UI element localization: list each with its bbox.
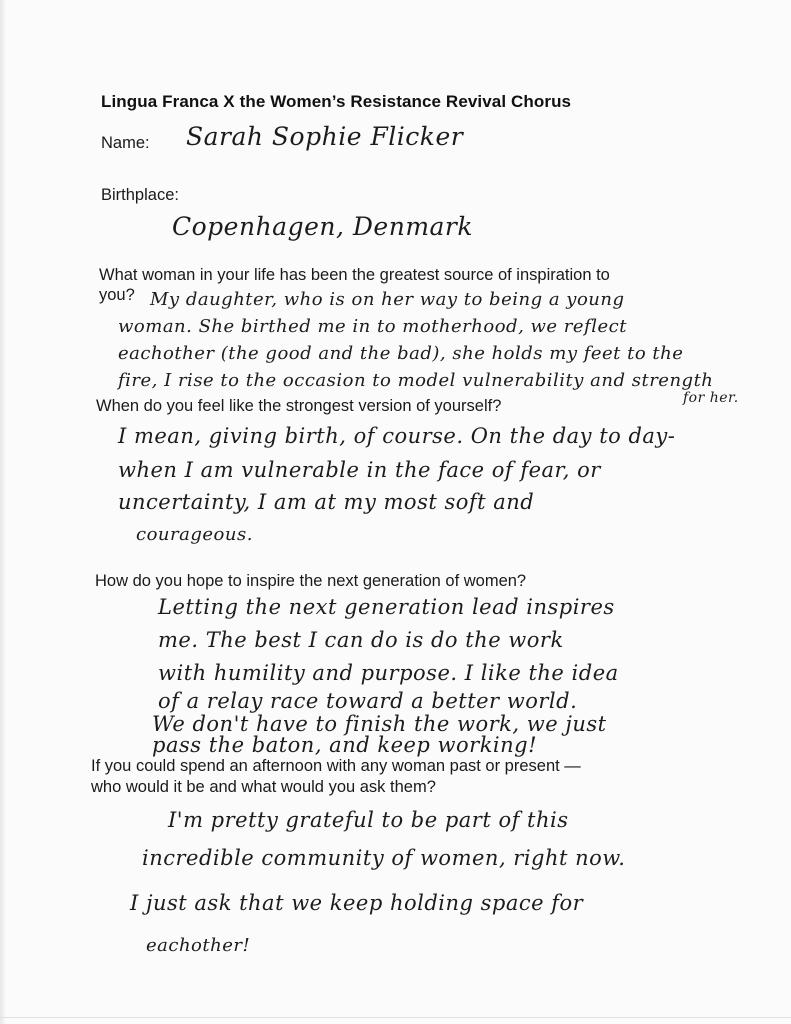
answer-1-line: fire, I rise to the occasion to model vulnerability and strength: [118, 370, 714, 391]
answer-1-line: woman. She birthed me in to motherhood, we reflect: [118, 316, 627, 337]
answer-4-line: I'm pretty grateful to be part of this: [168, 808, 569, 832]
answer-1-line: for her.: [683, 390, 739, 406]
name-value: Sarah Sophie Flicker: [186, 122, 464, 151]
answer-4-line: incredible community of women, right now.: [142, 846, 626, 870]
question-2: When do you feel like the strongest version of yourself?: [96, 397, 502, 415]
answer-2-line: when I am vulnerable in the face of fear, or: [118, 458, 601, 482]
answer-3-line: pass the baton, and keep working!: [152, 733, 538, 757]
answer-3-line: with humility and purpose. I like the idea: [158, 661, 619, 685]
answer-2-line: uncertainty, I am at my most soft and: [118, 490, 535, 514]
answer-1-line: eachother (the good and the bad), she holds my feet to the: [118, 343, 684, 364]
scan-edge: [0, 0, 6, 1024]
answer-3-line: Letting the next generation lead inspires: [158, 595, 615, 619]
question-4-line-2: who would it be and what would you ask them?: [91, 778, 436, 796]
answer-3-line: of a relay race toward a better world.: [158, 689, 578, 713]
answer-2-line: I mean, giving birth, of course. On the day to day-: [118, 424, 676, 448]
question-4-line-1: If you could spend an afternoon with any woman past or present —: [91, 757, 581, 775]
question-1-line-2: you?: [99, 286, 135, 304]
birthplace-label: Birthplace:: [101, 186, 179, 204]
answer-1-line: My daughter, who is on her way to being a young: [150, 289, 625, 310]
answer-3-line: me. The best I can do is do the work: [158, 628, 564, 652]
answer-3-line: We don't have to finish the work, we just: [152, 712, 607, 736]
answer-4-line: I just ask that we keep holding space for: [130, 891, 584, 915]
birthplace-value: Copenhagen, Denmark: [172, 212, 474, 241]
form-title: Lingua Franca X the Women’s Resistance Revival Chorus: [101, 92, 572, 111]
answer-2-line: courageous.: [136, 524, 253, 545]
question-3: How do you hope to inspire the next generation of women?: [95, 572, 527, 590]
name-label: Name:: [101, 134, 150, 152]
page-bottom-edge: [0, 1017, 791, 1018]
answer-4-line: eachother!: [146, 935, 251, 956]
question-1-line-1: What woman in your life has been the greatest source of inspiration to: [99, 266, 610, 284]
